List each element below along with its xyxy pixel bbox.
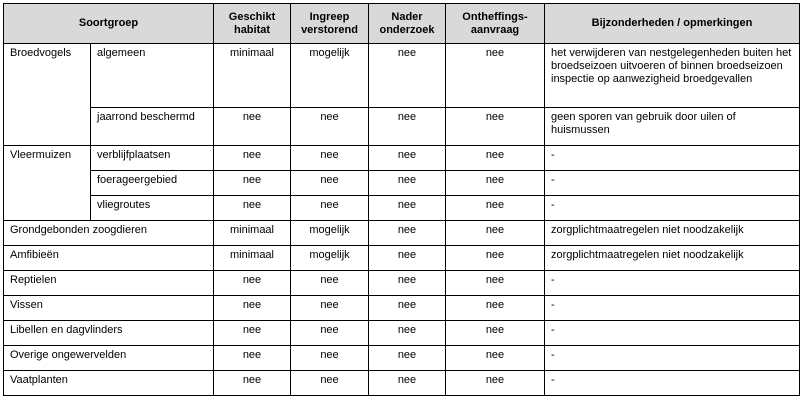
subgroup-cell: vliegroutes xyxy=(91,196,214,221)
ingreep-cell: mogelijk xyxy=(291,221,369,246)
onderzoek-cell: nee xyxy=(369,271,446,296)
soortgroep-table xyxy=(3,3,800,396)
ontheffing-cell: nee xyxy=(446,371,545,396)
ontheffing-cell: nee xyxy=(446,271,545,296)
table-row xyxy=(4,321,800,346)
ontheffing-cell: nee xyxy=(446,246,545,271)
ingreep-cell: nee xyxy=(291,196,369,221)
habitat-cell: minimaal xyxy=(214,246,291,271)
header-row xyxy=(4,4,800,44)
group-cell: Grondgebonden zoogdieren xyxy=(4,221,214,246)
ontheffing-cell: nee xyxy=(446,171,545,196)
ingreep-cell: nee xyxy=(291,108,369,146)
habitat-cell: nee xyxy=(214,108,291,146)
ingreep-cell: mogelijk xyxy=(291,246,369,271)
table-row xyxy=(4,221,800,246)
onderzoek-cell: nee xyxy=(369,146,446,171)
header-soortgroep: Soortgroep xyxy=(4,4,214,44)
opmerking-cell: - xyxy=(545,171,800,196)
table-row xyxy=(4,271,800,296)
group-cell: Broedvogels xyxy=(4,44,91,146)
onderzoek-cell: nee xyxy=(369,44,446,108)
group-cell: Overige ongewervelden xyxy=(4,346,214,371)
table-row xyxy=(4,246,800,271)
ontheffing-cell: nee xyxy=(446,44,545,108)
habitat-cell: minimaal xyxy=(214,44,291,108)
onderzoek-cell: nee xyxy=(369,221,446,246)
onderzoek-cell: nee xyxy=(369,321,446,346)
habitat-cell: nee xyxy=(214,321,291,346)
ontheffing-cell: nee xyxy=(446,346,545,371)
ontheffing-cell: nee xyxy=(446,196,545,221)
ontheffing-cell: nee xyxy=(446,108,545,146)
opmerking-cell: - xyxy=(545,271,800,296)
subgroup-cell: algemeen xyxy=(91,44,214,108)
ingreep-cell: nee xyxy=(291,171,369,196)
ontheffing-cell: nee xyxy=(446,146,545,171)
header-ontheffingsaanvraag: Ontheffings-aanvraag xyxy=(446,4,545,44)
opmerking-cell: het verwijderen van nestgelegenheden buiten het broedseizoen uitvoeren of binnen broedseizoen inspectie op aanwezigheid broedgevallen xyxy=(545,44,800,108)
habitat-cell: nee xyxy=(214,371,291,396)
subgroup-cell: foerageergebied xyxy=(91,171,214,196)
opmerking-cell: - xyxy=(545,146,800,171)
opmerking-cell: zorgplichtmaatregelen niet noodzakelijk xyxy=(545,246,800,271)
ingreep-cell: nee xyxy=(291,371,369,396)
onderzoek-cell: nee xyxy=(369,346,446,371)
group-cell: Amfibieën xyxy=(4,246,214,271)
opmerking-cell: - xyxy=(545,321,800,346)
onderzoek-cell: nee xyxy=(369,171,446,196)
opmerking-cell: - xyxy=(545,346,800,371)
table-row xyxy=(4,196,800,221)
opmerking-cell: zorgplichtmaatregelen niet noodzakelijk xyxy=(545,221,800,246)
onderzoek-cell: nee xyxy=(369,371,446,396)
header-geschikt-habitat: Geschikt habitat xyxy=(214,4,291,44)
habitat-cell: nee xyxy=(214,296,291,321)
header-bijzonderheden: Bijzonderheden / opmerkingen xyxy=(545,4,800,44)
group-cell: Vaatplanten xyxy=(4,371,214,396)
habitat-cell: minimaal xyxy=(214,221,291,246)
onderzoek-cell: nee xyxy=(369,246,446,271)
habitat-cell: nee xyxy=(214,171,291,196)
opmerking-cell: geen sporen van gebruik door uilen of huismussen xyxy=(545,108,800,146)
ontheffing-cell: nee xyxy=(446,296,545,321)
habitat-cell: nee xyxy=(214,196,291,221)
subgroup-cell: verblijfplaatsen xyxy=(91,146,214,171)
habitat-cell: nee xyxy=(214,346,291,371)
ontheffing-cell: nee xyxy=(446,221,545,246)
subgroup-cell: jaarrond beschermd xyxy=(91,108,214,146)
table-row xyxy=(4,346,800,371)
group-cell: Vleermuizen xyxy=(4,146,91,221)
ingreep-cell: nee xyxy=(291,321,369,346)
onderzoek-cell: nee xyxy=(369,108,446,146)
header-nader-onderzoek: Nader onderzoek xyxy=(369,4,446,44)
opmerking-cell: - xyxy=(545,296,800,321)
group-cell: Reptielen xyxy=(4,271,214,296)
table-row xyxy=(4,296,800,321)
opmerking-cell: - xyxy=(545,371,800,396)
table-row xyxy=(4,108,800,146)
table-row xyxy=(4,371,800,396)
table-row xyxy=(4,171,800,196)
onderzoek-cell: nee xyxy=(369,296,446,321)
header-ingreep-verstorend: Ingreep verstorend xyxy=(291,4,369,44)
ingreep-cell: nee xyxy=(291,271,369,296)
ingreep-cell: nee xyxy=(291,296,369,321)
ingreep-cell: nee xyxy=(291,346,369,371)
opmerking-cell: - xyxy=(545,196,800,221)
ingreep-cell: nee xyxy=(291,146,369,171)
ingreep-cell: mogelijk xyxy=(291,44,369,108)
group-cell: Libellen en dagvlinders xyxy=(4,321,214,346)
habitat-cell: nee xyxy=(214,146,291,171)
group-cell: Vissen xyxy=(4,296,214,321)
table-row xyxy=(4,146,800,171)
table-row xyxy=(4,44,800,108)
habitat-cell: nee xyxy=(214,271,291,296)
ontheffing-cell: nee xyxy=(446,321,545,346)
onderzoek-cell: nee xyxy=(369,196,446,221)
